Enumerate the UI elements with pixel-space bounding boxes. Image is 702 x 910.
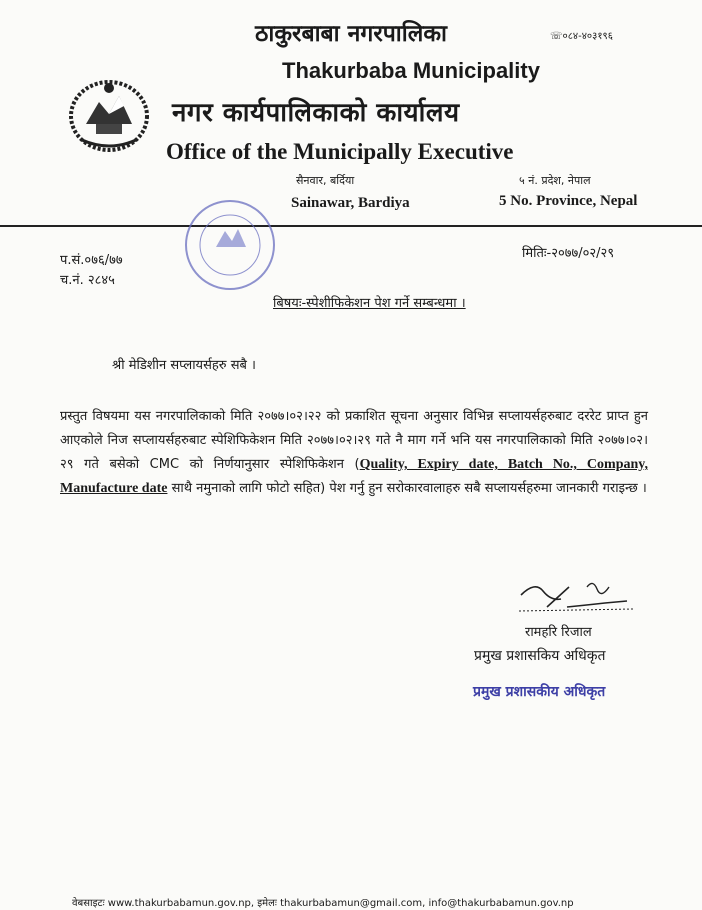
letter-body xyxy=(60,405,648,501)
handwritten-signature xyxy=(517,577,637,621)
letter-subject: बिषयः-स्पेशीफिकेशन पेश गर्ने सम्बन्धमा । xyxy=(273,296,466,311)
body-underlined-items: Quality, Expiry date, Batch No., Company, Manufacture date xyxy=(60,457,648,496)
municipality-name-english: Thakurbaba Municipality xyxy=(282,58,540,83)
phone-number: ☏०८४-४०३१९६ xyxy=(550,31,613,42)
address-left-english: Sainawar, Bardiya xyxy=(291,195,410,211)
official-seal xyxy=(180,195,280,299)
body-text-part-2: साथै नमुनाको लागि फोटो सहित) पेश गर्नु हुन सरोकारवालाहरु सबै सप्लायर्सहरुमा जानकारी गराइन्छ । xyxy=(167,481,647,496)
office-name-nepali: नगर कार्यपालिकाको कार्यालय xyxy=(172,98,460,128)
nepal-emblem-logo xyxy=(64,74,154,158)
dispatch-number: च.नं. २८४५ xyxy=(60,273,115,288)
body-text-part-1: प्रस्तुत विषयमा यस नगरपालिकाको मिति २०७७।०२।२२ को प्रकाशित सूचना अनुसार विभिन्न सप्लायर्सहरुबाट दररेट प्राप्त हुन आएकोले निज सप्लायर्सहरुबाट स्पेशिफिकेशन मिति २०७७।०२।२९ गते नै माग गर्ने भनि यस नगरपालिकाको मिति २०७७।०२।२९ गते बसेको CMC को निर्णयानुसार स्पेशिफिकेशन ( xyxy=(60,409,648,472)
signatory-name: रामहरि रिजाल xyxy=(525,625,592,640)
signatory-title: प्रमुख प्रशासकिय अधिकृत xyxy=(474,648,606,664)
header-divider xyxy=(0,225,702,227)
municipality-name-nepali: ठाकुरबाबा नगरपालिका xyxy=(255,21,447,47)
address-right-nepali: ५ नं. प्रदेश, नेपाल xyxy=(519,174,591,187)
office-name-english: Office of the Municipally Executive xyxy=(166,139,514,164)
signatory-stamp: प्रमुख प्रशासकीय अधिकृत xyxy=(473,684,606,700)
letter-date: मितिः-२०७७/०२/२९ xyxy=(522,246,615,261)
reference-number: प.सं.०७६/७७ xyxy=(60,253,123,268)
address-left-nepali: सैनवार, बर्दिया xyxy=(296,174,355,187)
salutation: श्री मेडिशीन सप्लायर्सहरु सबै । xyxy=(112,358,256,373)
address-right-english: 5 No. Province, Nepal xyxy=(499,193,638,209)
footer-contact: वेबसाइटः www.thakurbabamun.gov.np, इमेलः thakurbabamun@gmail.com, info@thakurbabamun.gov.np xyxy=(72,898,574,909)
